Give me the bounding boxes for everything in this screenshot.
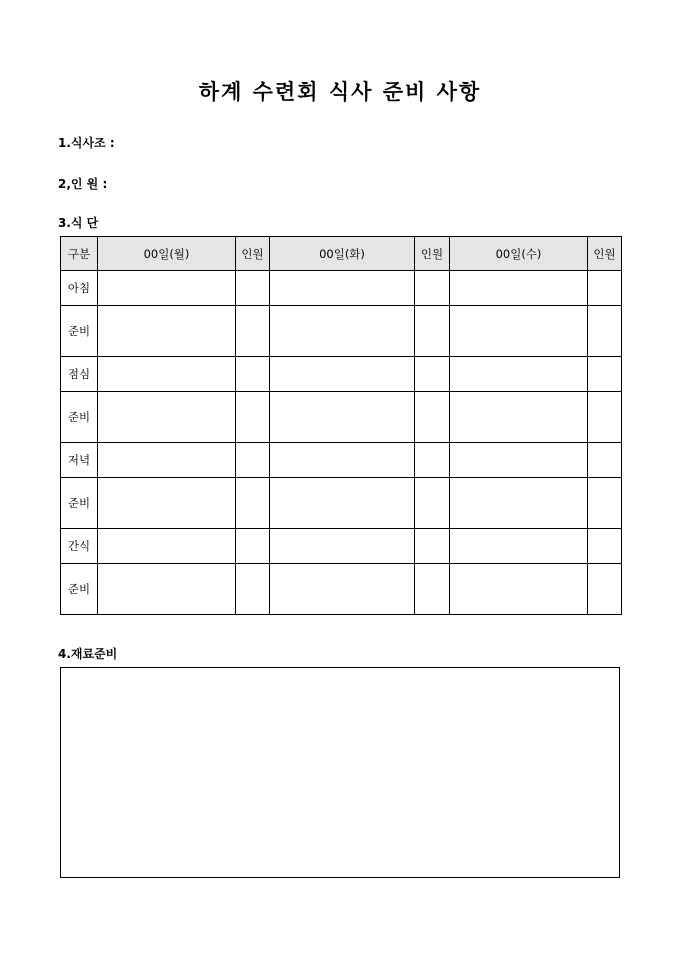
table-cell[interactable] (98, 478, 236, 529)
table-cell[interactable] (270, 478, 415, 529)
row-label: 준비 (61, 392, 98, 443)
header-day2: 00일(화) (270, 237, 415, 271)
table-cell[interactable] (236, 443, 270, 478)
table-row (61, 529, 622, 564)
table-cell[interactable] (415, 443, 450, 478)
materials-box[interactable] (60, 667, 620, 878)
table-row (61, 443, 622, 478)
row-label: 준비 (61, 564, 98, 615)
table-cell[interactable] (236, 564, 270, 615)
table-cell[interactable] (98, 357, 236, 392)
table-row (61, 564, 622, 615)
header-day1: 00일(월) (98, 237, 236, 271)
table-cell[interactable] (415, 478, 450, 529)
table-cell[interactable] (98, 529, 236, 564)
header-category: 구분 (61, 237, 98, 271)
table-cell[interactable] (270, 564, 415, 615)
table-cell[interactable] (98, 271, 236, 306)
table-cell[interactable] (98, 392, 236, 443)
table-cell[interactable] (415, 271, 450, 306)
menu-label: 3.식 단 (58, 216, 99, 230)
row-label: 준비 (61, 478, 98, 529)
table-cell[interactable] (236, 271, 270, 306)
table-cell[interactable] (450, 443, 588, 478)
table-cell[interactable] (588, 271, 622, 306)
table-cell[interactable] (588, 392, 622, 443)
table-cell[interactable] (236, 392, 270, 443)
table-cell[interactable] (450, 357, 588, 392)
table-cell[interactable] (450, 271, 588, 306)
table-cell[interactable] (98, 306, 236, 357)
menu-table (60, 236, 622, 615)
materials-label: 4.재료준비 (58, 647, 118, 661)
table-cell[interactable] (415, 306, 450, 357)
table-cell[interactable] (588, 564, 622, 615)
row-label: 점심 (61, 357, 98, 392)
table-cell[interactable] (270, 357, 415, 392)
table-cell[interactable] (270, 529, 415, 564)
row-label: 간식 (61, 529, 98, 564)
table-cell[interactable] (450, 478, 588, 529)
table-cell[interactable] (450, 529, 588, 564)
table-cell[interactable] (236, 529, 270, 564)
table-cell[interactable] (450, 306, 588, 357)
table-row (61, 271, 622, 306)
table-cell[interactable] (270, 306, 415, 357)
table-cell[interactable] (270, 271, 415, 306)
table-header-row (61, 237, 622, 271)
table-cell[interactable] (588, 529, 622, 564)
table-cell[interactable] (98, 443, 236, 478)
table-cell[interactable] (236, 357, 270, 392)
personnel-label: 2,인 원 : (58, 177, 108, 191)
row-label: 아침 (61, 271, 98, 306)
meal-team-label: 1.식사조 : (58, 136, 115, 150)
table-cell[interactable] (415, 392, 450, 443)
table-cell[interactable] (415, 529, 450, 564)
table-row (61, 478, 622, 529)
table-cell[interactable] (450, 392, 588, 443)
table-cell[interactable] (270, 443, 415, 478)
table-cell[interactable] (236, 478, 270, 529)
table-cell[interactable] (415, 357, 450, 392)
table-row (61, 357, 622, 392)
table-cell[interactable] (450, 564, 588, 615)
page-title: 하계 수련회 식사 준비 사항 (198, 79, 482, 104)
table-cell[interactable] (588, 306, 622, 357)
table-cell[interactable] (415, 564, 450, 615)
row-label: 저녁 (61, 443, 98, 478)
table-cell[interactable] (270, 392, 415, 443)
header-day2-count: 인원 (415, 237, 450, 271)
table-cell[interactable] (236, 306, 270, 357)
table-cell[interactable] (588, 443, 622, 478)
table-cell[interactable] (588, 357, 622, 392)
header-day3-count: 인원 (588, 237, 622, 271)
row-label: 준비 (61, 306, 98, 357)
table-cell[interactable] (588, 478, 622, 529)
header-day1-count: 인원 (236, 237, 270, 271)
header-day3: 00일(수) (450, 237, 588, 271)
table-row (61, 306, 622, 357)
table-cell[interactable] (98, 564, 236, 615)
table-row (61, 392, 622, 443)
